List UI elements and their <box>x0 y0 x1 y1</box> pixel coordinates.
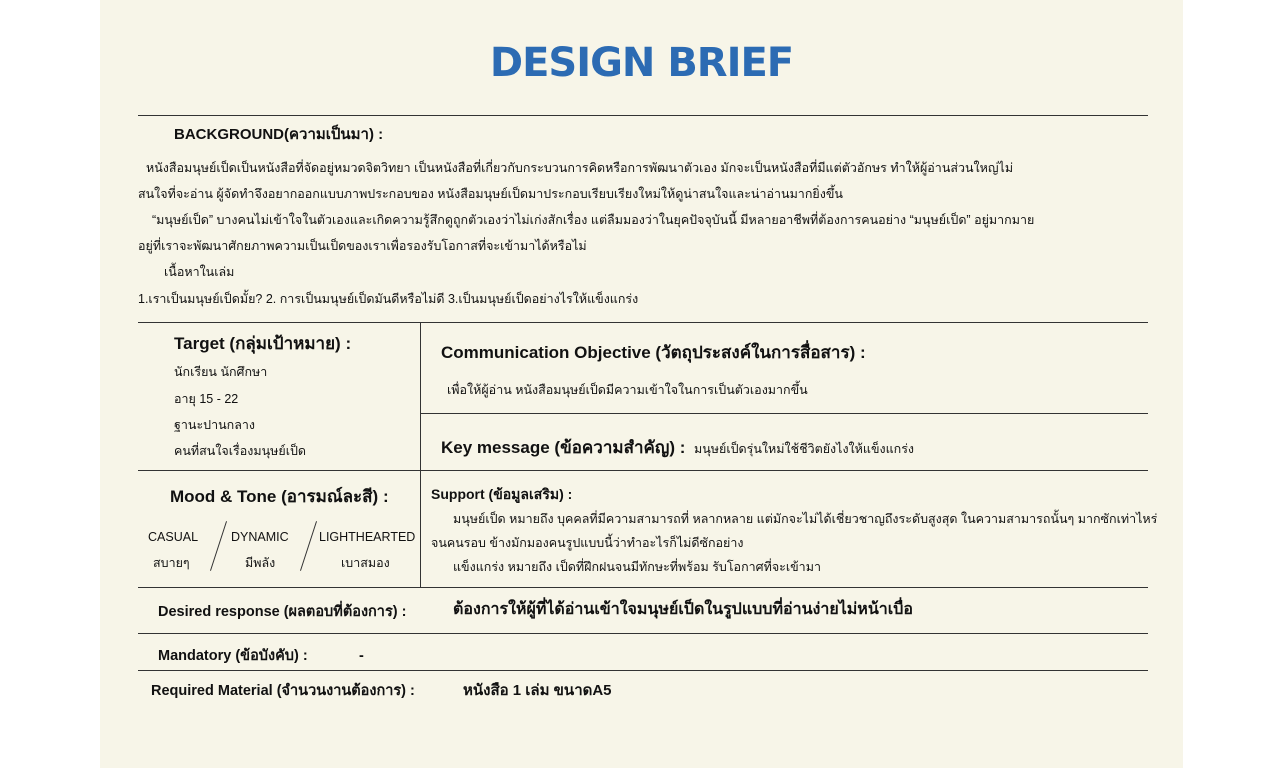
content-heading: เนื้อหาในเล่ม <box>164 265 235 279</box>
mandatory-heading: Mandatory (ข้อบังคับ) : <box>158 648 308 664</box>
divider-top <box>138 115 1148 116</box>
tone-th-dynamic: มีพลัง <box>245 556 276 570</box>
target-item: ฐานะปานกลาง <box>174 418 256 432</box>
background-line: “มนุษย์เป็ด” บางคนไม่เข้าใจในตัวเองและเกิดความรู้สึกดูถูกตัวเองว่าไม่เก่งสักเรื่อง แต่ลืมมองว่าในยุคปัจจุบันนี้ มีหลายอาชีพที่ต้องการคนอย่าง “มนุษย์เป็ด” อยู่มากมาย <box>152 213 1035 227</box>
objective-heading: Communication Objective (วัตถุประสงค์ในการสื่อสาร) : <box>441 343 866 362</box>
column-divider <box>420 322 421 587</box>
target-item: อายุ 15 - 22 <box>174 392 239 406</box>
desired-response-heading: Desired response (ผลตอบที่ต้องการ) : <box>158 604 407 620</box>
background-heading: BACKGROUND(ความเป็นมา) : <box>174 126 384 143</box>
support-line: มนุษย์เป็ด หมายถึง บุคคลที่มีความสามารถที่ หลากหลาย แต่มักจะไม่ได้เชี่ยวชาญถึงระดับสูงสุด ในความสามารถนั้นๆ มากซักเท่าไหร่ <box>453 512 1158 526</box>
background-line: สนใจที่จะอ่าน ผู้จัดทำจึงอยากออกแบบภาพประกอบของ หนังสือมนุษย์เป็ดมาประกอบเรียบเรียงใหม่ให้ดูน่าสนใจและน่าอ่านมากยิ่งขึ้น <box>138 187 843 201</box>
tone-en-dynamic: DYNAMIC <box>231 530 289 544</box>
objective-text: เพื่อให้ผู้อ่าน หนังสือมนุษย์เป็ดมีความเข้าใจในการเป็นตัวเองมากขึ้น <box>447 383 808 397</box>
tone-separator <box>210 521 227 571</box>
tone-separator <box>300 521 317 571</box>
support-line: จนคนรอบ ข้างมักมองคนรูปแบบนี้ว่าทำอะไรก็ไม่ดีซักอย่าง <box>431 536 744 550</box>
mandatory-text: - <box>359 648 364 664</box>
background-line: หนังสือมนุษย์เป็ดเป็นหนังสือที่จัดอยู่หมวดจิตวิทยา เป็นหนังสือที่เกี่ยวกับกระบวนการคิดหรือการพัฒนาตัวเอง มักจะเป็นหนังสือที่มีแต่ตัวอักษร ทำให้ผู้อ่านส่วนใหญ่ไม่ <box>146 161 1014 175</box>
key-message-heading: Key message (ข้อความสำคัญ) : <box>441 438 686 457</box>
divider-mood <box>138 587 1148 588</box>
divider-target <box>138 470 1148 471</box>
support-heading: Support (ข้อมูลเสริม) : <box>431 486 573 502</box>
key-message-text: มนุษย์เป็ดรุ่นใหม่ใช้ชีวิตยังไงให้แข็งแกร่ง <box>694 442 915 456</box>
divider-mandatory <box>138 670 1148 671</box>
target-heading: Target (กลุ่มเป้าหมาย) : <box>174 334 352 353</box>
divider-desired <box>138 633 1148 634</box>
support-line: แข็งแกร่ง หมายถึง เป็ดที่ฝึกฝนจนมีทักษะที่พร้อม รับโอกาศที่จะเข้ามา <box>453 560 821 574</box>
target-item: นักเรียน นักศึกษา <box>174 365 268 379</box>
tone-th-lighthearted: เบาสมอง <box>341 556 390 570</box>
page-title: DESIGN BRIEF <box>489 40 794 86</box>
tone-en-casual: CASUAL <box>148 530 199 544</box>
background-line: อยู่ที่เราจะพัฒนาศักยภาพความเป็นเป็ดของเราเพื่อรองรับโอกาสที่จะเข้ามาได้หรือไม่ <box>138 239 587 253</box>
mood-tone-heading: Mood & Tone (อารมณ์ละสี) : <box>170 487 389 506</box>
desired-response-text: ต้องการให้ผู้ที่ได้อ่านเข้าใจมนุษย์เป็ดในรูปแบบที่อ่านง่ายไม่หน้าเบื่อ <box>453 601 913 618</box>
content-list: 1.เราเป็นมนุษย์เป็ดมั้ย? 2. การเป็นมนุษย์เป็ดมันดีหรือไม่ดี 3.เป็นมนุษย์เป็ดอย่างไรให้แข็งแกร่ง <box>138 292 639 306</box>
required-material-text: หนังสือ 1 เล่ม ขนาดA5 <box>463 682 612 699</box>
design-brief-page <box>100 0 1183 768</box>
divider-objective <box>420 413 1148 414</box>
divider-background <box>138 322 1148 323</box>
tone-en-lighthearted: LIGHTHEARTED <box>319 530 416 544</box>
tone-th-casual: สบายๆ <box>153 556 190 570</box>
target-item: คนที่สนใจเรื่องมนุษย์เป็ด <box>174 444 307 458</box>
required-material-heading: Required Material (จำนวนงานต้องการ) : <box>151 683 415 699</box>
